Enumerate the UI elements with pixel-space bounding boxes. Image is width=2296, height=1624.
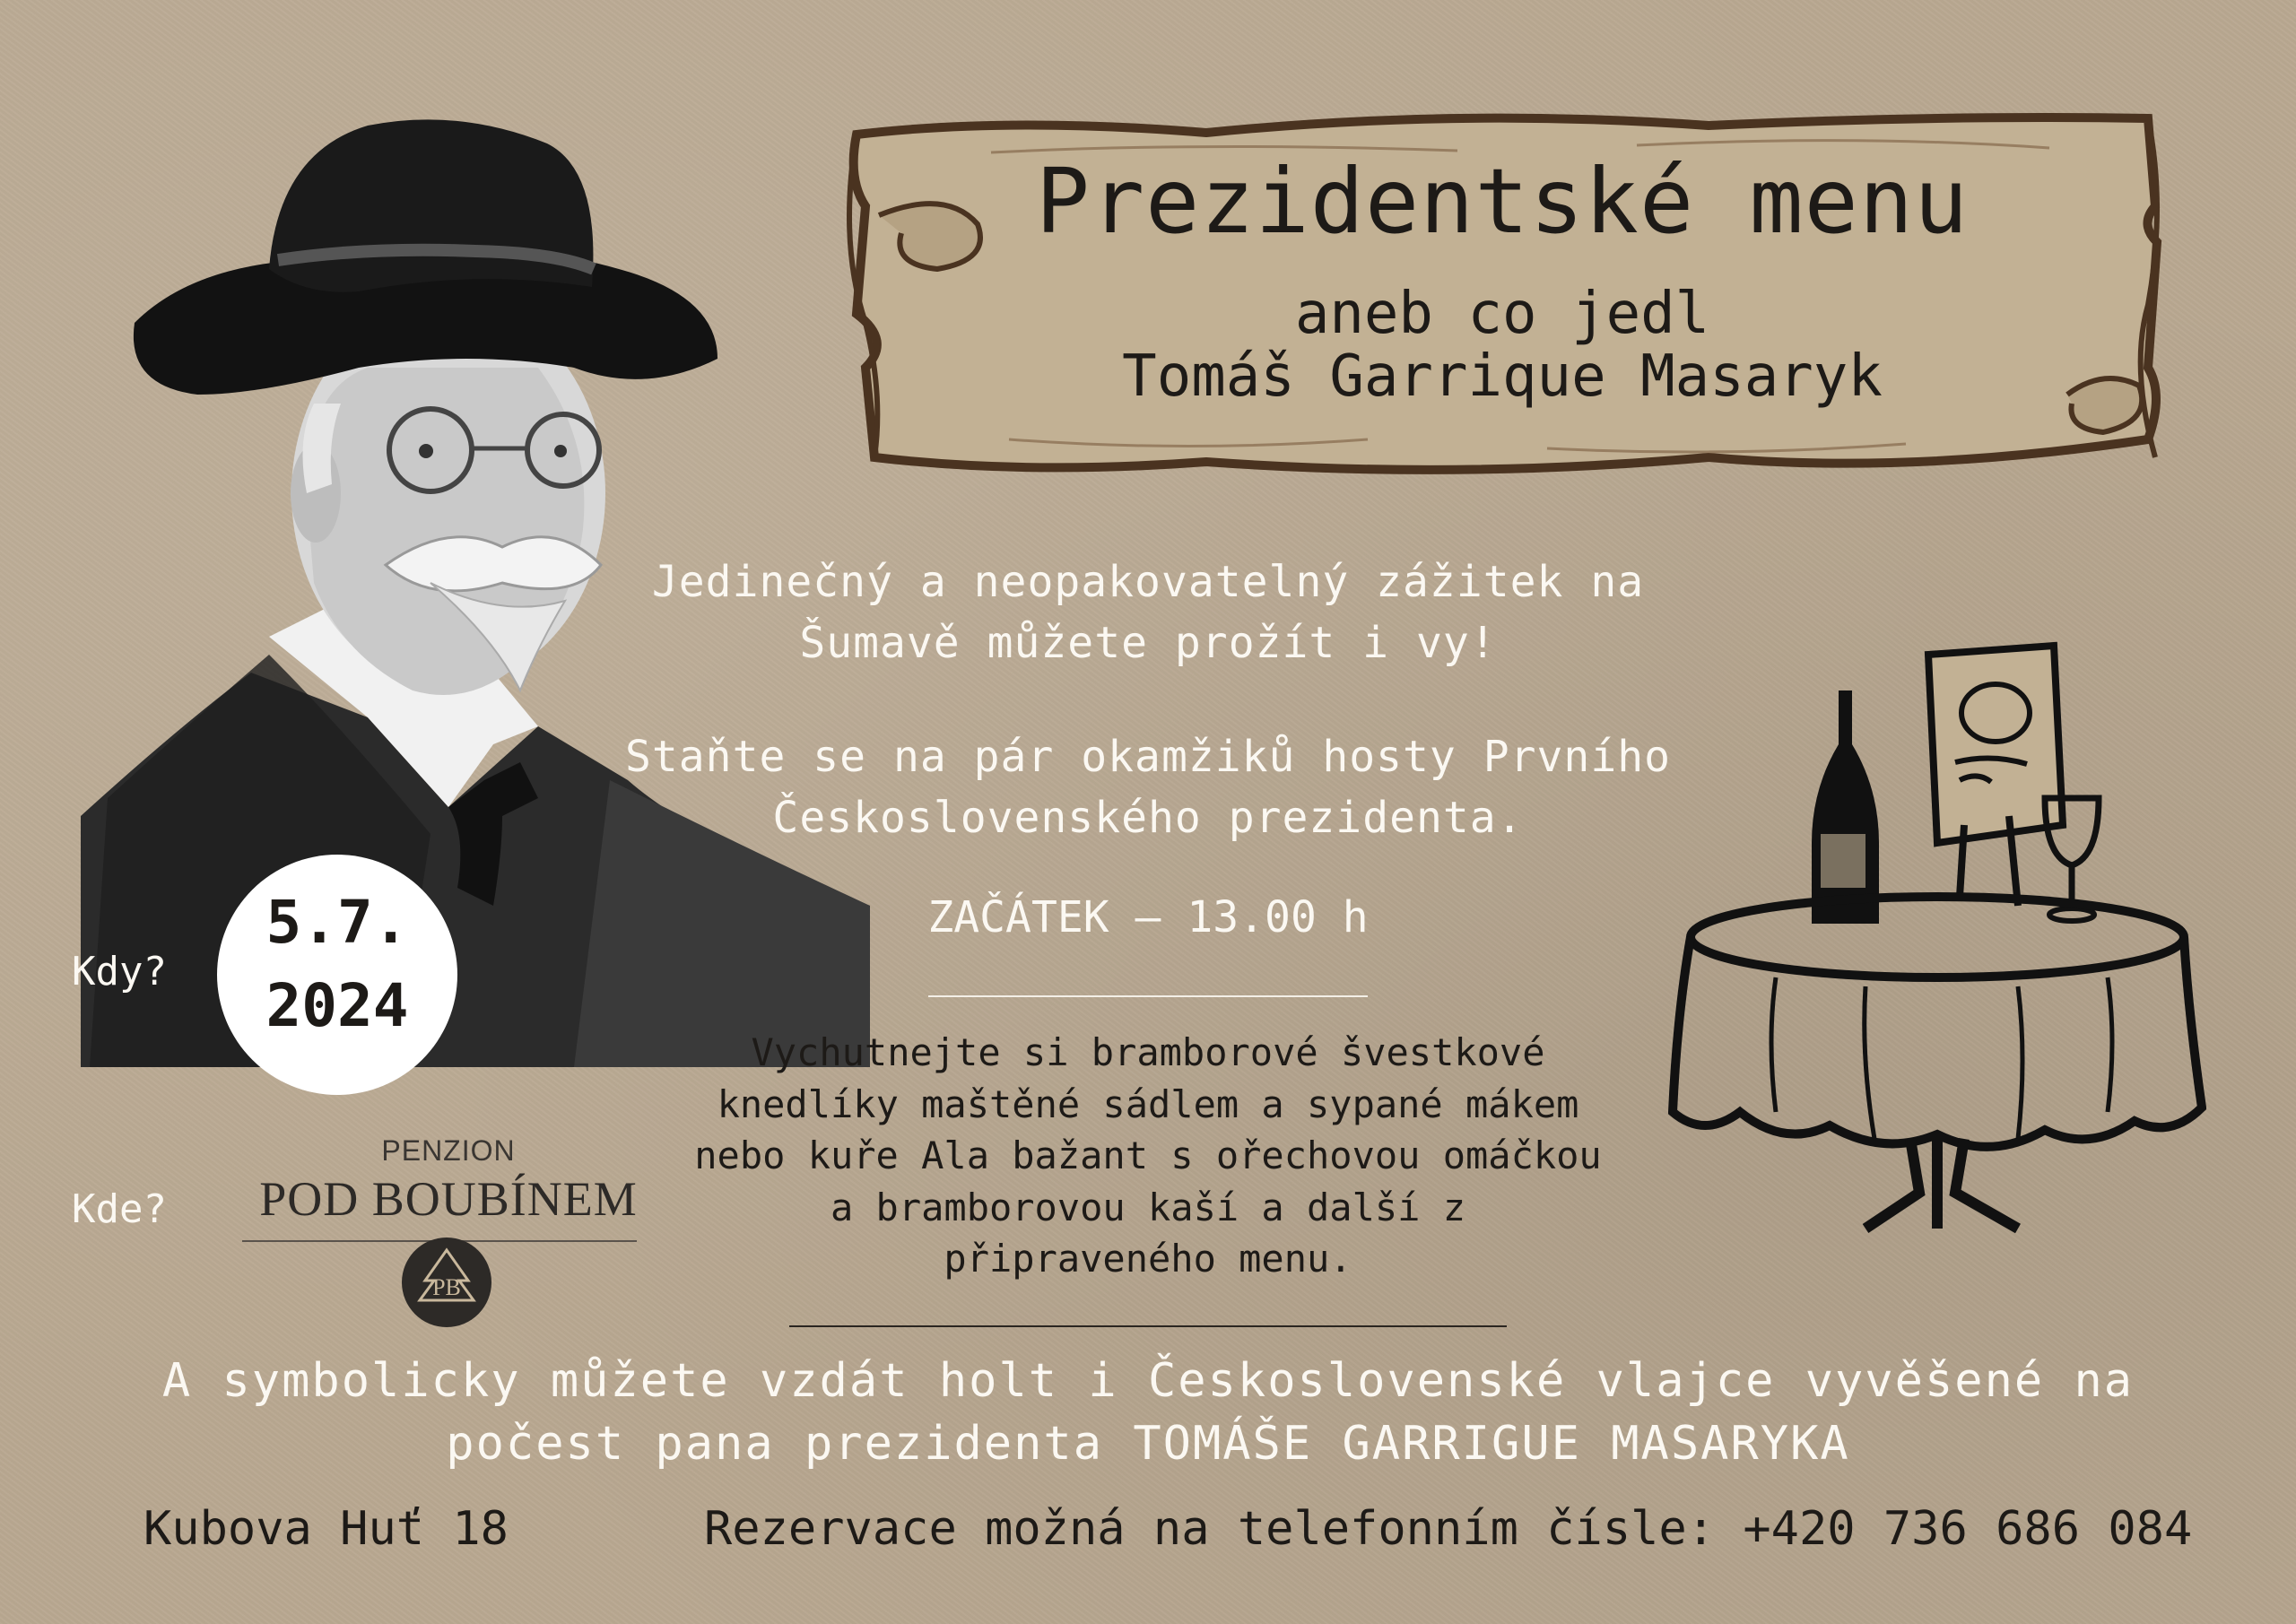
pine-tree-emblem-icon (400, 1236, 493, 1329)
table-with-wine-and-menu-icon (1668, 637, 2206, 1246)
start-time: ZAČÁTEK – 13.00 h (927, 892, 1369, 942)
divider-bottom (789, 1325, 1507, 1327)
menu-description: Vychutnejte si bramborové švestkové knedlíky maštěné sádlem a sypané mákem nebo kuře Ala bažant s ořechovou omáčkou a bramborovou kaší a další z připraveného menu. (694, 1030, 1602, 1281)
when-label: Kdy? (72, 949, 167, 994)
emblem-text: PB (432, 1274, 461, 1300)
divider-top (928, 995, 1368, 997)
date-day-month: 5.7. (265, 888, 409, 957)
intro-paragraph-1: Jedinečný a neopakovatelný zážitek na Šumavě můžete prožít i vy! (651, 557, 1645, 669)
address: Kubova Huť 18 (144, 1502, 509, 1556)
where-label: Kde? (72, 1186, 167, 1232)
subtitle-line-1: aneb co jedl (1294, 281, 1710, 347)
tribute-line-1: A symbolicky můžete vzdát holt i Československé vlajce vyvěšené na (161, 1354, 2135, 1408)
tribute-line-2: počest pana prezidenta TOMÁŠE GARRIGUE MASARYKA (446, 1417, 1850, 1471)
intro-paragraph-2: Staňte se na pár okamžiků hosty Prvního Československého prezidenta. (624, 732, 1672, 844)
logo-penzion: PENZION (381, 1134, 516, 1167)
reservation-phone: Rezervace možná na telefonním čísle: +420 736 686 084 (704, 1502, 2193, 1556)
date-year: 2024 (265, 971, 409, 1040)
subtitle-line-2: Tomáš Garrique Masaryk (1122, 343, 1883, 410)
logo-name: POD BOUBÍNEM (259, 1172, 638, 1226)
page-title: Prezidentské menu (1035, 149, 1970, 254)
